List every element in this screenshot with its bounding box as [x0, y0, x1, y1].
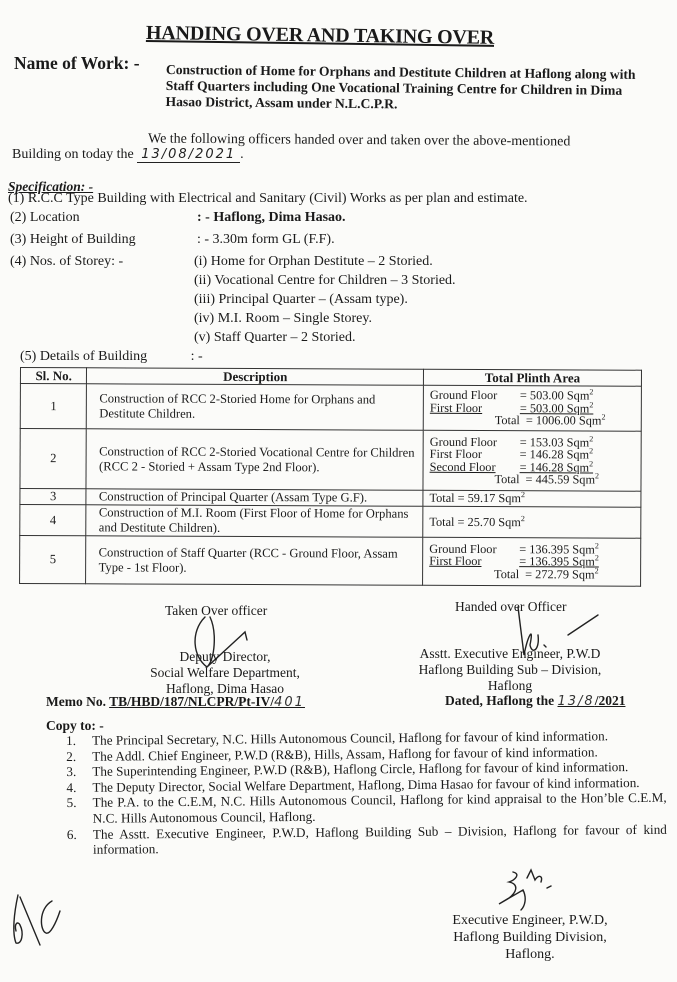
area-value-text: Total = 59.17 Sqm: [429, 491, 522, 506]
taken-over-designation: [140, 649, 310, 697]
header-plinth-area: Total Plinth Area: [423, 369, 641, 386]
cell-plinth-area: [423, 537, 641, 586]
handed-over-line: Haflong Building Sub – Division,: [418, 662, 602, 677]
area-line: [430, 473, 635, 486]
handover-date: 13/08/2021: [137, 147, 240, 163]
unit-superscript: 2: [601, 412, 606, 422]
area-floor-label: First Floor: [429, 446, 482, 462]
specification-heading: Specification: -: [8, 179, 94, 194]
area-floor-label: Total: [494, 472, 520, 487]
area-floor-label: Total: [494, 566, 520, 581]
unit-superscript: 2: [589, 400, 594, 410]
area-value-text: = 146.28 Sqm: [519, 459, 590, 474]
details-label-text: (5) Details of Building: [20, 349, 148, 364]
area-value: [429, 513, 525, 529]
area-value-text: Total = 25.70 Sqm: [429, 514, 521, 529]
memo-number-text: TB/HBD/187/NLCPR/Pt-IV/: [109, 694, 275, 709]
building-details-table: [19, 367, 642, 587]
ee-line: Haflong.: [505, 947, 555, 962]
storey-item: (v) Staff Quarter – 2 Storied.: [194, 330, 356, 345]
cell-plinth-area: [423, 490, 641, 507]
copy-to-text: The Addl. Chief Engineer, P.W.D (R&B), Hills, Assam, Haflong for favour of kind information.: [92, 743, 598, 764]
handed-over-heading: Handed over Officer: [455, 599, 567, 614]
cell-sl-no: 5: [20, 536, 87, 584]
memo-number: [109, 694, 305, 709]
area-floor-label: Total: [494, 413, 520, 428]
dated-prefix: Dated, Haflong the: [445, 693, 555, 708]
memo-line: [46, 694, 305, 710]
name-of-work-text: Construction of Home for Orphans and Destitute Children at Haflong along with Staff Quarters including One Vocational Training Centre for Children in Dima Hasao District, Assam under N.L.C.P.R.: [165, 62, 636, 112]
area-floor-label: Second Floor: [429, 459, 496, 474]
spec-item-1: (1) R.C.C Type Building with Electrical and Sanitary (Civil) Works as per plan and estimate.: [8, 191, 528, 206]
unit-superscript: 2: [520, 513, 525, 523]
cell-description: Construction of Principal Quarter (Assam Type G.F).: [86, 489, 423, 506]
copy-to-text: The Superintending Engineer, P.W.D (R&B), Haflong Circle, Haflong for favour of kind information.: [92, 759, 629, 779]
cell-plinth-area: [423, 430, 641, 491]
cell-sl-no: 3: [20, 489, 87, 505]
copy-to-text: The Principal Secretary, N.C. Hills Autonomous Council, Haflong for favour of kind information.: [91, 728, 609, 748]
dated-handwritten: 13/8: [557, 694, 595, 709]
area-value-text: = 136.395 Sqm: [519, 554, 595, 569]
table-row: [20, 505, 641, 539]
dated-year: /2021: [594, 693, 626, 708]
area-value-text: = 146.28 Sqm: [519, 447, 590, 462]
intro-prefix: Building on today the: [12, 147, 134, 162]
cell-description: Construction of M.I. Room (First Floor of Home for Orphans and Destitute Children).: [86, 505, 423, 537]
area-value: [526, 414, 606, 427]
margin-initials: [10, 893, 70, 953]
handed-over-designation: [410, 646, 610, 694]
copy-to-text: The P.A. to the C.E.M, N.C. Hills Autonomous Council, Haflong for kind appraisal to the Hon’ble C.E.M, N.C. Hills Autonomous Council, Haflong.: [92, 790, 667, 826]
taken-over-line: Social Welfare Department,: [150, 665, 300, 680]
copy-to-number: 4.: [66, 779, 77, 795]
spec-height-value: : - 3.30m form GL (F.F).: [197, 232, 335, 247]
area-value-text: = 503.00 Sqm: [519, 388, 590, 403]
unit-superscript: 2: [594, 541, 599, 551]
area-line: [429, 568, 634, 581]
cell-description: Construction of RCC 2-Storied Home for Orphans and Destitute Children.: [87, 384, 424, 430]
name-of-work-label: Name of Work: -: [14, 53, 140, 73]
area-value-text: = 445.59 Sqm: [525, 472, 596, 487]
details-of-building-label: [20, 349, 203, 365]
unit-superscript: 2: [589, 446, 594, 456]
cell-description: Construction of Staff Quarter (RCC - Ground Floor, Assam Type - 1st Floor).: [86, 536, 423, 585]
unit-superscript: 2: [520, 490, 526, 500]
copy-to-number: 1.: [66, 732, 77, 748]
cell-sl-no: 1: [20, 384, 87, 429]
area-value-text: = 1006.00 Sqm: [525, 413, 602, 428]
cell-plinth-area: [423, 385, 641, 431]
handed-over-line: Haflong: [487, 678, 533, 693]
unit-superscript: 2: [589, 433, 594, 443]
area-value-text: = 503.00 Sqm: [519, 400, 590, 416]
intro-line-1: We the following officers handed over and taken over the above-mentioned: [147, 131, 571, 150]
storey-item: (ii) Vocational Centre for Children – 3 Storied.: [194, 273, 456, 288]
copy-to-item: [67, 790, 667, 826]
intro-line-2: Building on today the 13/08/2021 .: [12, 147, 244, 162]
area-floor-label: Ground Floor: [429, 434, 498, 449]
area-floor-label: First Floor: [429, 554, 482, 569]
spec-storey-label: (4) Nos. of Storey: -: [10, 254, 124, 269]
taken-over-line: Haflong, Dima Hasao: [165, 681, 285, 696]
area-value-text: = 272.79 Sqm: [525, 566, 595, 582]
copy-to-heading: Copy to: -: [46, 718, 104, 733]
storey-item: (iii) Principal Quarter – (Assam type).: [194, 292, 408, 307]
cell-description: Construction of RCC 2-Storied Vocational Centre for Children (RCC 2 - Storied + Assam Type 2nd Floor).: [86, 429, 423, 490]
handed-over-line: Asstt. Executive Engineer, P.W.D: [419, 646, 601, 661]
area-value-text: = 136.395 Sqm: [519, 541, 595, 557]
area-line: [429, 513, 634, 529]
copy-to-number: 2.: [66, 748, 77, 764]
dated-line: [445, 693, 625, 709]
area-line: [429, 492, 634, 505]
unit-superscript: 2: [589, 458, 594, 468]
copy-to-number: 3.: [66, 764, 77, 780]
executive-engineer-signature: [495, 868, 565, 918]
area-floor-label: First Floor: [429, 400, 483, 415]
ee-line: Executive Engineer, P.W.D,: [452, 913, 608, 928]
area-value: [525, 568, 599, 581]
spec-height-label: (3) Height of Building: [10, 232, 136, 247]
header-description: Description: [87, 368, 424, 385]
unit-superscript: 2: [594, 566, 599, 576]
ee-line: Haflong Building Division,: [453, 930, 607, 945]
unit-superscript: 2: [595, 471, 600, 481]
area-value: [526, 473, 600, 486]
dated-value: [558, 693, 626, 708]
copy-to-text: The Asstt. Executive Engineer, P.W.D, Haflong Building Sub – Division, Haflong for favour of kind information.: [92, 821, 667, 857]
unit-superscript: 2: [589, 387, 594, 397]
table-row: [20, 429, 641, 492]
table-row: [20, 489, 641, 508]
spec-location-label: (2) Location: [10, 210, 80, 225]
area-line: [430, 414, 635, 427]
copy-to-text: The Deputy Director, Social Welfare Department, Haflong, Dima Hasao for favour of kind information.: [92, 774, 640, 795]
storey-item: (iv) M.I. Room – Single Storey.: [194, 311, 372, 326]
cell-plinth-area: [423, 506, 641, 538]
storey-item: (i) Home for Orphan Destitute – 2 Storied.: [194, 254, 433, 269]
taken-over-heading: Taken Over officer: [165, 603, 268, 618]
unit-superscript: 2: [594, 553, 599, 563]
memo-label: Memo No.: [46, 694, 106, 709]
copy-to-number: 6.: [66, 826, 77, 842]
header-sl-no: Sl. No.: [20, 368, 87, 384]
copy-to-number: 5.: [66, 795, 77, 811]
document-title: HANDING OVER AND TAKING OVER: [145, 22, 495, 49]
area-value-text: = 153.03 Sqm: [519, 434, 590, 449]
taken-over-line: Deputy Director,: [179, 649, 271, 664]
details-separator: : -: [190, 349, 203, 364]
executive-engineer-designation: [430, 912, 630, 963]
cell-sl-no: 4: [20, 505, 87, 536]
copy-to-item: [67, 821, 667, 857]
table-row: [20, 384, 641, 432]
memo-handwritten-suffix: 401: [274, 695, 305, 710]
cell-sl-no: 2: [20, 429, 87, 489]
table-row: [20, 536, 641, 587]
area-floor-label: Ground Floor: [429, 541, 497, 556]
area-floor-label: Ground Floor: [429, 388, 498, 403]
spec-location-value: : - Haflong, Dima Hasao.: [197, 210, 346, 225]
area-value: [429, 492, 525, 505]
copy-to-list: [66, 728, 667, 858]
